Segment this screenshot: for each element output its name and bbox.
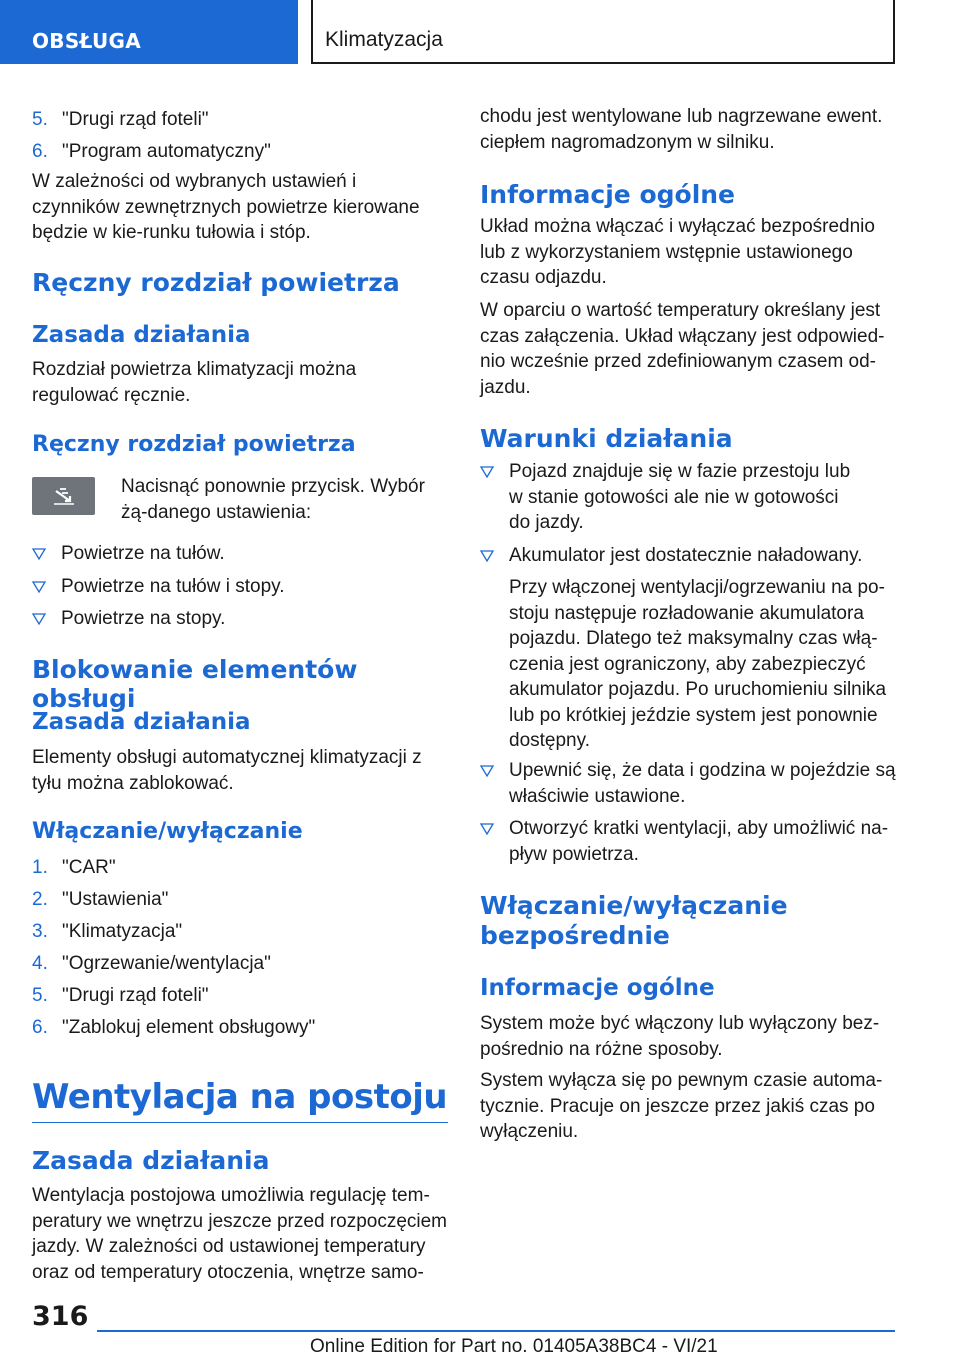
list-text: "Ogrzewanie/wentylacja" <box>62 953 271 974</box>
paragraph: W oparciu o wartość temperatury określany jest czas załączenia. Układ włączany jest odpowied-nio wcześnie przed zdefiniowanym czasem od-jazdu. <box>480 300 885 398</box>
bullet-triangle-icon <box>480 549 494 563</box>
list-text: "Klimatyzacja" <box>62 921 183 942</box>
paragraph: chodu jest wentylowane lub nagrzewane ewent. ciepłem nagromadzonym w silniku. <box>480 106 883 153</box>
subsection-heading: Ręczny rozdział powietrza <box>32 432 356 457</box>
bullet-text: Otworzyć kratki wentylacji, aby umożliwić na-pływ powietrza. <box>509 818 889 865</box>
list-text: "Program automatyczny" <box>62 141 271 162</box>
paragraph: W zależności od wybranych ustawień i czynników zewnętrznych powietrze kierowane będzie w kie-runku tułowia i stóp. <box>32 171 420 243</box>
bullet-text: Pojazd znajduje się w fazie przestoju lub w stanie gotowości ale nie w gotowości do jazdy. <box>509 461 851 533</box>
bullet-text: Akumulator jest dostatecznie naładowany. <box>509 545 863 566</box>
footer-rule <box>97 1330 895 1332</box>
section-heading: Ręczny rozdział powietrza <box>32 268 400 297</box>
section-tab <box>0 0 298 64</box>
paragraph: System wyłącza się po pewnym czasie automa-tycznie. Pracuje on jeszcze przez jakiś czas po wyłączeniu. <box>480 1070 883 1142</box>
bullet-triangle-icon <box>480 764 494 778</box>
list-text: "CAR" <box>62 857 116 878</box>
section-heading: Informacje ogólne <box>480 180 736 209</box>
section-heading: Blokowanie elementów obsługi <box>32 655 358 713</box>
subsection-heading: Zasada działania <box>32 1146 270 1175</box>
bullet-text: Powietrze na tułów i stopy. <box>61 576 285 597</box>
subsection-heading: Zasada działania <box>32 322 251 348</box>
list-number: 6. <box>32 1017 48 1038</box>
bullet-triangle-icon <box>32 547 46 561</box>
subsection-heading: Zasada działania <box>32 709 251 735</box>
paragraph: System może być włączony lub wyłączony bez-pośrednio na różne sposoby. <box>480 1013 880 1060</box>
bullet-triangle-icon <box>480 822 494 836</box>
list-text: "Ustawienia" <box>62 889 169 910</box>
subsection-heading: Informacje ogólne <box>480 975 715 1001</box>
paragraph: Układ można włączać i wyłączać bezpośrednio lub z wykorzystaniem wstępnie ustawionego czasu odjazdu. <box>480 216 875 288</box>
section-title: OBSŁUGA <box>32 29 142 53</box>
air-distribution-icon <box>32 477 95 515</box>
button-description: Nacisnąć ponownie przycisk. Wybór żą-danego ustawienia: <box>121 476 425 523</box>
bullet-text: Upewnić się, że data i godzina w pojeździe są właściwie ustawione. <box>509 760 896 807</box>
heading-rule <box>32 1122 448 1123</box>
paragraph: Rozdział powietrza klimatyzacji można regulować ręcznie. <box>32 359 357 406</box>
subsection-heading: Włączanie/wyłączanie <box>32 819 303 844</box>
list-number: 4. <box>32 953 48 974</box>
bullet-text: Powietrze na stopy. <box>61 608 226 629</box>
bullet-subparagraph: Przy włączonej wentylacji/ogrzewaniu na po-stoju następuje rozładowanie akumulatora pojazdu. Dlatego też maksymalny czas włą-czenia jest ograniczony, aby zabezpieczyć akumulator pojazdu. Po uruchomieniu silnika lub po krótkiej jeździe system jest ponownie dostępny. <box>509 577 887 751</box>
bullet-triangle-icon <box>32 612 46 626</box>
list-text: "Zablokuj element obsługowy" <box>62 1017 316 1038</box>
bullet-triangle-icon <box>480 465 494 479</box>
chapter-title: Klimatyzacja <box>325 28 443 51</box>
air-distribution-button-image <box>32 477 95 515</box>
section-heading: Włączanie/wyłączanie <box>480 891 788 920</box>
bullet-text: Powietrze na tułów. <box>61 543 225 564</box>
section-heading-continued: bezpośrednie <box>480 921 670 950</box>
paragraph: Wentylacja postojowa umożliwia regulację tem-peratury we wnętrzu jeszcze przed rozpoczęciem jazdy. W zależności od ustawionej temperatury oraz od temperatury otoczenia, wnętrze samo- <box>32 1185 448 1283</box>
list-number: 5. <box>32 985 48 1006</box>
chapter-heading: Wentylacja na postoju <box>32 1077 448 1117</box>
section-heading: Warunki działania <box>480 424 733 453</box>
chapter-header <box>311 0 895 64</box>
list-number: 6. <box>32 141 48 162</box>
list-number: 1. <box>32 857 48 878</box>
list-number: 3. <box>32 921 48 942</box>
list-text: "Drugi rząd foteli" <box>62 985 209 1006</box>
footer-edition: Online Edition for Part no. 01405A38BC4 - VI/21 <box>310 1336 718 1357</box>
list-text: "Drugi rząd foteli" <box>62 109 209 130</box>
page-number: 316 <box>32 1301 89 1332</box>
list-number: 5. <box>32 109 48 130</box>
list-number: 2. <box>32 889 48 910</box>
paragraph: Elementy obsługi automatycznej klimatyzacji z tyłu można zablokować. <box>32 747 422 794</box>
bullet-triangle-icon <box>32 580 46 594</box>
